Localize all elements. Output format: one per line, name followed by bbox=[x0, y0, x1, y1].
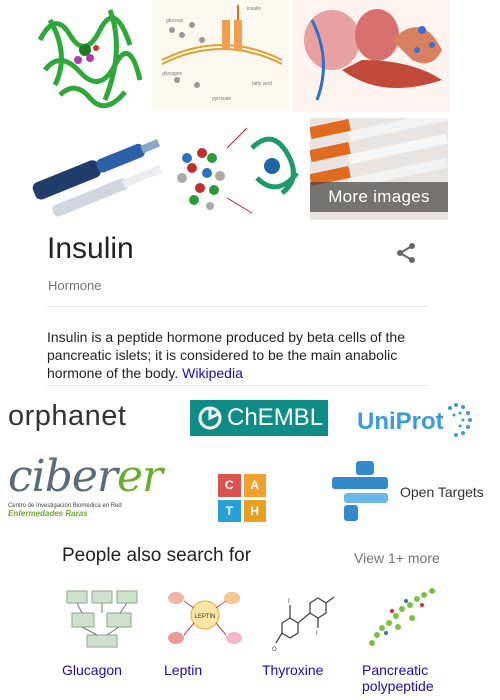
glucose-pathway-image[interactable] bbox=[152, 0, 290, 110]
thyroxine-thumbnail bbox=[262, 583, 344, 653]
leptin-thumbnail bbox=[164, 583, 246, 653]
pancreas-illustration-image[interactable] bbox=[292, 0, 450, 112]
related-leptin[interactable] bbox=[164, 583, 252, 678]
entity-description bbox=[47, 328, 442, 382]
uniprot-logo-text: UniProt bbox=[357, 408, 444, 435]
divider bbox=[47, 306, 427, 307]
svg-text:O: O bbox=[272, 647, 277, 653]
ciberer-logo-accent: er bbox=[116, 451, 163, 502]
entity-type: Hormone bbox=[48, 278, 102, 293]
protein-ribbon-image[interactable] bbox=[30, 0, 148, 110]
svg-text:glucagon: glucagon bbox=[162, 71, 183, 77]
related-thyroxine[interactable] bbox=[262, 583, 350, 678]
chembl-logo[interactable] bbox=[190, 400, 328, 436]
svg-text:I: I bbox=[316, 631, 318, 637]
svg-text:insulin: insulin bbox=[247, 6, 262, 12]
chembl-icon bbox=[198, 406, 222, 430]
entity-title: Insulin bbox=[47, 232, 134, 265]
description-text: Insulin is a peptide hormone produced by beta cells of the pancreatic islets; it is considered to be the main anabolic hormone of the body. bbox=[47, 329, 406, 381]
ciberer-tagline: Enfermedades Raras bbox=[8, 509, 88, 518]
svg-text:fatty acid: fatty acid bbox=[252, 81, 273, 87]
ciberer-logo-main: ciber bbox=[8, 451, 117, 502]
molecule-model-image[interactable] bbox=[172, 118, 306, 220]
related-glucagon[interactable] bbox=[62, 583, 150, 678]
pancreatic-polypeptide-thumbnail bbox=[362, 583, 444, 653]
wikipedia-link[interactable]: Wikipedia bbox=[182, 365, 243, 381]
open-targets-icon bbox=[330, 461, 390, 523]
uniprot-dots-icon bbox=[444, 400, 474, 444]
ciberer-subtitle: Centro de Investigación Biomédica en Red bbox=[8, 503, 122, 509]
open-targets-logo[interactable] bbox=[330, 461, 484, 523]
svg-text:LEPTIN: LEPTIN bbox=[194, 614, 216, 620]
orphanet-logo-text: orphanet bbox=[8, 400, 127, 432]
orphanet-logo[interactable] bbox=[8, 400, 127, 433]
insulin-pen-image[interactable] bbox=[30, 118, 168, 220]
ciberer-logo[interactable] bbox=[8, 451, 163, 518]
syringes-image[interactable] bbox=[310, 118, 448, 220]
svg-text:I: I bbox=[288, 599, 290, 605]
cath-letter-a: A bbox=[244, 474, 267, 497]
cath-letter-h: H bbox=[244, 500, 267, 523]
cath-letter-c: C bbox=[218, 474, 241, 497]
cath-logo[interactable] bbox=[218, 474, 266, 522]
related-label: Leptin bbox=[164, 662, 203, 678]
view-more-link[interactable]: View 1+ more bbox=[354, 550, 440, 566]
chembl-logo-text: ChEMBL bbox=[227, 404, 324, 431]
open-targets-text: Open Targets bbox=[400, 484, 484, 500]
cath-letter-t: T bbox=[218, 500, 241, 523]
related-pancreatic-polypeptide[interactable] bbox=[362, 583, 450, 694]
glucagon-thumbnail bbox=[62, 583, 144, 653]
related-label: Pancreatic polypeptide bbox=[362, 662, 434, 694]
uniprot-logo[interactable] bbox=[357, 399, 474, 445]
related-label: Glucagon bbox=[62, 662, 122, 678]
divider bbox=[47, 385, 427, 386]
share-icon[interactable] bbox=[394, 241, 418, 265]
related-label: Thyroxine bbox=[262, 662, 324, 678]
more-images-button[interactable]: More images bbox=[310, 182, 448, 212]
svg-text:pyruvate: pyruvate bbox=[212, 96, 232, 102]
people-also-search-heading: People also search for bbox=[62, 545, 252, 566]
svg-text:glucose: glucose bbox=[166, 18, 184, 24]
